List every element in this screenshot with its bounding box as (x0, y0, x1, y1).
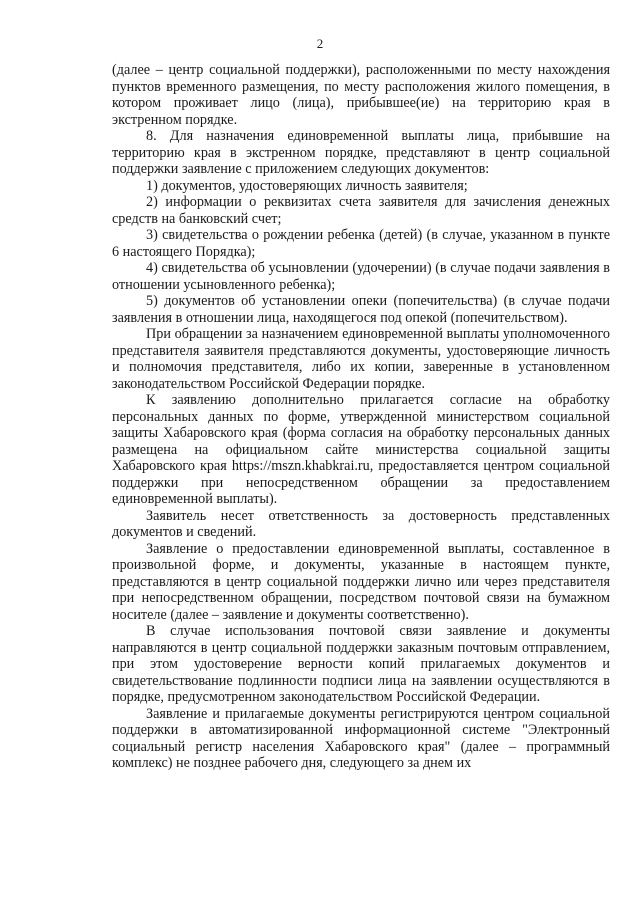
page-number: 2 (316, 36, 324, 51)
paragraph: 3) свидетельства о рождении ребенка (детей) (в случае, указанном в пункте 6 настоящего Порядка); (112, 227, 610, 260)
paragraph: Заявитель несет ответственность за достоверность представленных документов и сведений. (112, 507, 610, 540)
paragraph: 8. Для назначения единовременной выплаты лица, прибывшие на территорию края в экстренном порядке, представляют в центр социальной поддержки заявление с приложением следующих документов: (112, 128, 610, 177)
paragraph: К заявлению дополнительно прилагается согласие на обработку персональных данных по форме, утвержденной министерством социальной защиты Хабаровского края (форма согласия на обработку персональных данных размещена на официальном сайте министерства социальной защиты Хабаровского края https://mszn.khabkrai.ru, предоставляется центром социальной поддержки при непосредственном обращении за предоставлением единовременной выплаты). (112, 392, 610, 507)
document-body (112, 62, 610, 772)
paragraph: Заявление о предоставлении единовременной выплаты, составленное в произвольной форме, и документы, указанные в настоящем пункте, представляются в центр социальной поддержки лично или через представителя при непосредственном обращении, посредством почтовой связи на бумажном носителе (далее – заявление и документы соответственно). (112, 540, 610, 623)
paragraph: (далее – центр социальной поддержки), расположенными по месту нахождения пунктов временного размещения, по месту расположения жилого помещения, в котором проживает лицо (лица), прибывшее(ие) на территорию края в экстренном порядке. (112, 62, 610, 128)
paragraph: При обращении за назначением единовременной выплаты уполномоченного представителя заявителя представляются документы, удостоверяющие личность и полномочия представителя, либо их копии, заверенные в установленном законодательством Российской Федерации порядке. (112, 326, 610, 392)
paragraph: Заявление и прилагаемые документы регистрируются центром социальной поддержки в автоматизированной информационной системе "Электронный социальный регистр населения Хабаровского края" (далее – программный комплекс) не позднее рабочего дня, следующего за днем их (112, 705, 610, 771)
paragraph: В случае использования почтовой связи заявление и документы направляются в центр социальной поддержки заказным почтовым отправлением, при этом удостоверение верности копий прилагаемых документов и свидетельствование подлинности подписи лица на заявлении осуществляются в порядке, предусмотренном законодательством Российской Федерации. (112, 623, 610, 705)
paragraph: 4) свидетельства об усыновлении (удочерении) (в случае подачи заявления в отношении усыновленного ребенка); (112, 260, 610, 293)
paragraph: 5) документов об установлении опеки (попечительства) (в случае подачи заявления в отношении лица, находящегося под опекой (попечительством). (112, 293, 610, 326)
paragraph: 2) информации о реквизитах счета заявителя для зачисления денежных средств на банковский счет; (112, 194, 610, 227)
paragraph: 1) документов, удостоверяющих личность заявителя; (146, 177, 468, 194)
